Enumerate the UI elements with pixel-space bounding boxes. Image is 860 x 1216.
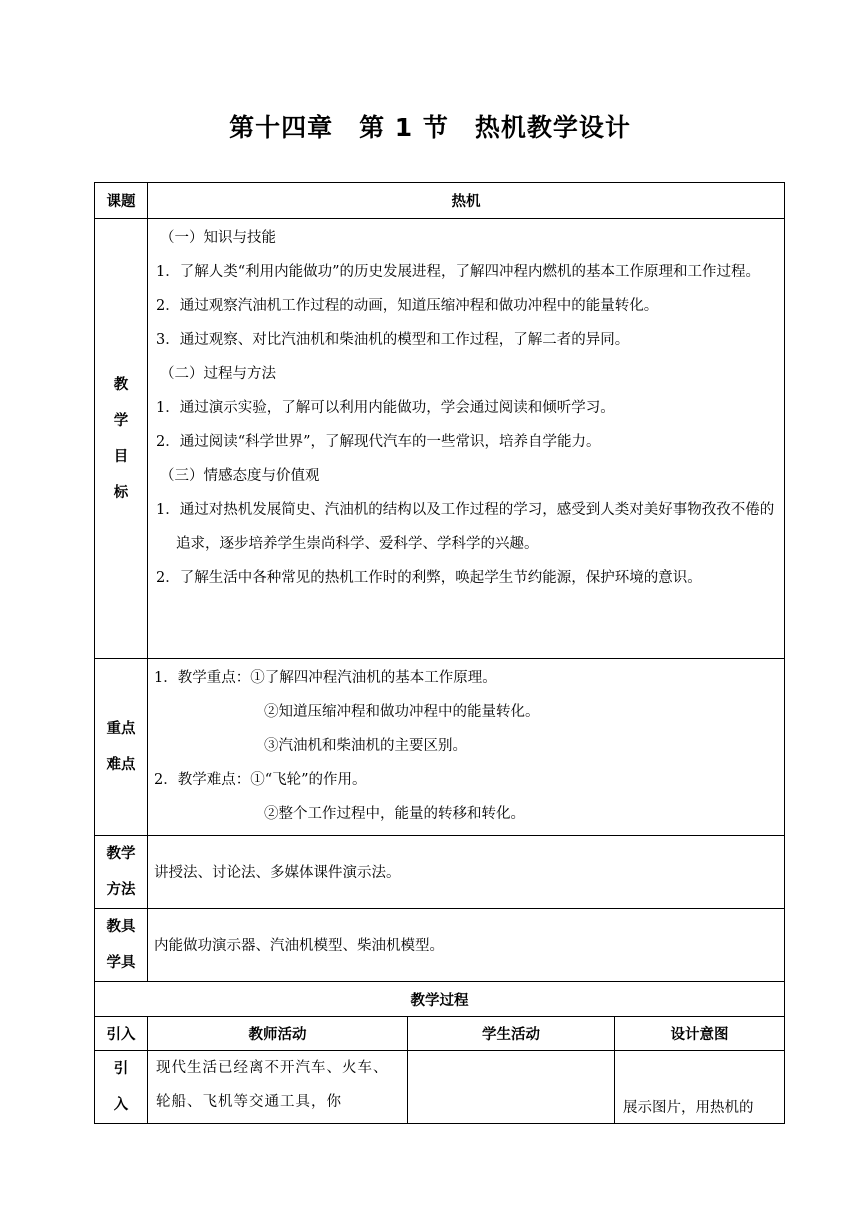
intro-label-char: 入 xyxy=(113,1097,129,1113)
intro-label-char: 引 xyxy=(113,1061,129,1077)
process-columns-row xyxy=(95,1017,785,1051)
column-header-intent: 设计意图 xyxy=(615,1017,785,1051)
objective-item: 2．通过观察汽油机工作过程的动画，知道压缩冲程和做功冲程中的能量转化。 xyxy=(156,298,659,314)
objectives-label-char: 目 xyxy=(113,448,129,465)
topic-label: 课题 xyxy=(95,183,148,219)
tools-label xyxy=(95,909,148,982)
section-heading: （一）知识与技能 xyxy=(160,230,276,246)
page-title: 第十四章 第 1 节 热机教学设计 xyxy=(229,113,631,142)
topic-value: 热机 xyxy=(148,183,785,219)
tools-value: 内能做功演示器、汽油机模型、柴油机模型。 xyxy=(148,909,785,982)
key-point-line: 2．教学难点：①“飞轮”的作用。 xyxy=(154,772,367,788)
objective-item: 2．了解生活中各种常见的热机工作时的利弊，唤起学生节约能源，保护环境的意识。 xyxy=(156,570,702,586)
process-header: 教学过程 xyxy=(95,982,785,1017)
key-point-line: ②整个工作过程中，能量的转移和转化。 xyxy=(264,806,525,822)
objectives-label xyxy=(95,219,148,659)
key-point-line: ③汽油机和柴油机的主要区别。 xyxy=(264,738,467,754)
objective-item: 1．通过演示实验，了解可以利用内能做功，学会通过阅读和倾听学习。 xyxy=(156,400,615,416)
student-activity-cell xyxy=(408,1051,615,1124)
process-header-row xyxy=(95,982,785,1017)
methods-row xyxy=(95,836,785,909)
objective-item: 1．了解人类“利用内能做功”的历史发展进程，了解四冲程内燃机的基本工作原理和工作过程。 xyxy=(156,264,761,280)
column-header-intro: 引入 xyxy=(95,1017,148,1051)
key-points-label-line: 重点 xyxy=(106,721,136,737)
tools-label-line: 教具 xyxy=(106,919,136,935)
topic-row xyxy=(95,183,785,219)
objectives-row xyxy=(95,219,785,659)
methods-label xyxy=(95,836,148,909)
objectives-content xyxy=(148,219,785,659)
column-header-student: 学生活动 xyxy=(408,1017,615,1051)
intro-label xyxy=(95,1051,148,1124)
objectives-label-char: 教 xyxy=(113,376,129,393)
column-header-teacher: 教师活动 xyxy=(148,1017,408,1051)
objective-item: 2．通过阅读“科学世界”，了解现代汽车的一些常识，培养自学能力。 xyxy=(156,434,601,450)
objective-item: 3．通过观察、对比汽油机和柴油机的模型和工作过程，了解二者的异同。 xyxy=(156,332,630,348)
methods-label-line: 方法 xyxy=(106,882,136,898)
methods-label-line: 教学 xyxy=(106,846,136,862)
methods-value: 讲授法、讨论法、多媒体课件演示法。 xyxy=(148,836,785,909)
tools-row xyxy=(95,909,785,982)
design-intent-cell: 展示图片，用热机的 xyxy=(615,1051,785,1124)
objectives-label-char: 标 xyxy=(113,484,129,501)
key-point-line: ②知道压缩冲程和做功冲程中的能量转化。 xyxy=(264,704,540,720)
section-heading: （三）情感态度与价值观 xyxy=(160,468,320,484)
tools-label-line: 学具 xyxy=(106,955,136,971)
teacher-activity-cell: 现代生活已经离不开汽车、火车、轮船、飞机等交通工具，你 xyxy=(148,1051,408,1124)
key-points-row xyxy=(95,659,785,836)
objective-item: 1．通过对热机发展简史、汽油机的结构以及工作过程的学习，感受到人类对美好事物孜孜不倦的追求，逐步培养学生崇尚科学、爱科学、学科学的兴趣。 xyxy=(156,502,775,552)
key-point-line: 1．教学重点：①了解四冲程汽油机的基本工作原理。 xyxy=(154,670,497,686)
key-points-label-line: 难点 xyxy=(106,757,136,773)
objectives-label-char: 学 xyxy=(113,412,129,429)
key-points-label xyxy=(95,659,148,836)
process-row-intro xyxy=(95,1051,785,1124)
key-points-content xyxy=(148,659,785,836)
lesson-plan-table xyxy=(94,182,785,1124)
section-heading: （二）过程与方法 xyxy=(160,366,276,382)
